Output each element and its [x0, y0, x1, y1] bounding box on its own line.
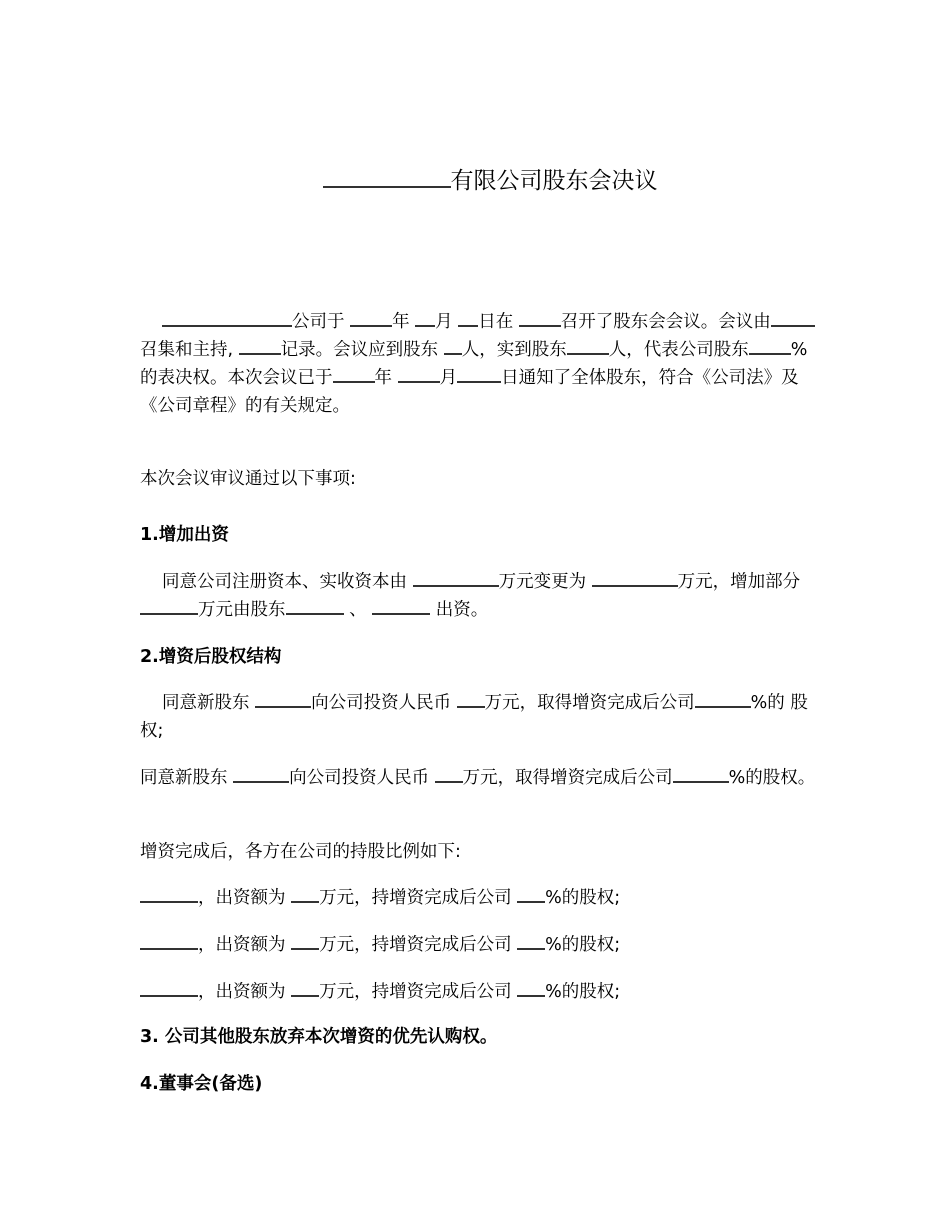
section2-heading: 2.增资后股权结构 — [140, 647, 282, 667]
blank[interactable] — [239, 339, 281, 355]
blank[interactable] — [291, 934, 319, 950]
blank[interactable] — [771, 311, 815, 327]
section1-paragraph: 同意公司注册资本、实收资本由 万元变更为 万元，增加部分万元由股东 、 出资。 — [140, 568, 820, 624]
intro-text: 召开了股东会会议。会议由 — [560, 312, 771, 332]
blank[interactable] — [519, 311, 561, 327]
blank[interactable] — [458, 311, 478, 327]
intro-text: 记录。会议应到股东 — [280, 340, 439, 360]
agenda-intro: 本次会议审议通过以下事项: — [140, 469, 356, 489]
intro-paragraph — [140, 308, 820, 420]
blank[interactable] — [413, 571, 499, 587]
intro-text: 日在 — [478, 312, 514, 332]
blank[interactable] — [695, 692, 751, 708]
section1-heading: 1.增加出资 — [140, 525, 229, 545]
intro-text: %的表决权。本次会议已于 — [140, 340, 808, 388]
section2-paragraph-1: 同意新股东 向公司投资人民币 万元，取得增资完成后公司 %的 股权; — [140, 693, 808, 741]
blank[interactable] — [435, 767, 463, 783]
intro-text: 召集和主持, — [140, 340, 234, 360]
blank[interactable] — [140, 981, 198, 997]
blank[interactable] — [673, 767, 729, 783]
blank[interactable] — [350, 311, 392, 327]
intro-text: 日通知了全体股东，符合《公司法》及《公司章程》的有关规定。 — [140, 368, 799, 416]
section2-after: 增资完成后，各方在公司的持股比例如下: — [140, 842, 461, 862]
blank[interactable] — [567, 339, 609, 355]
holding-row: ，出资额为 万元，持增资完成后公司 %的股权; — [140, 931, 820, 959]
blank[interactable] — [372, 599, 430, 615]
intro-text: 年 — [392, 312, 410, 332]
holding-row: ，出资额为 万元，持增资完成后公司 %的股权; — [140, 884, 820, 912]
blank[interactable] — [140, 599, 198, 615]
blank[interactable] — [457, 367, 501, 383]
blank[interactable] — [291, 981, 319, 997]
section2-paragraph-2: 同意新股东 向公司投资人民币 万元，取得增资完成后公司 %的股权。 — [140, 768, 816, 788]
blank[interactable] — [162, 311, 292, 327]
blank-company-name[interactable] — [323, 172, 451, 188]
blank[interactable] — [592, 571, 678, 587]
blank[interactable] — [457, 692, 485, 708]
blank[interactable] — [333, 367, 375, 383]
holding-row: ，出资额为 万元，持增资完成后公司 %的股权; — [140, 978, 820, 1006]
intro-text: 人，实到股东 — [461, 340, 567, 360]
blank[interactable] — [255, 692, 311, 708]
document-title — [0, 162, 950, 195]
blank[interactable] — [291, 887, 319, 903]
blank[interactable] — [286, 599, 344, 615]
intro-text: 年 — [374, 368, 392, 388]
intro-text: 人，代表公司股东 — [608, 340, 749, 360]
section3-heading: 3. 公司其他股东放弃本次增资的优先认购权。 — [140, 1027, 498, 1047]
intro-text: 月 — [435, 312, 453, 332]
blank[interactable] — [398, 367, 440, 383]
blank[interactable] — [517, 981, 545, 997]
blank[interactable] — [233, 767, 289, 783]
blank[interactable] — [517, 887, 545, 903]
title-text: 有限公司股东会决议 — [450, 168, 658, 194]
blank[interactable] — [140, 934, 198, 950]
blank[interactable] — [517, 934, 545, 950]
blank[interactable] — [444, 339, 462, 355]
intro-text: 公司于 — [292, 312, 345, 332]
section4-heading: 4.董事会(备选) — [140, 1074, 263, 1094]
blank[interactable] — [140, 887, 198, 903]
blank[interactable] — [415, 311, 435, 327]
blank[interactable] — [749, 339, 791, 355]
intro-text: 月 — [439, 368, 458, 388]
